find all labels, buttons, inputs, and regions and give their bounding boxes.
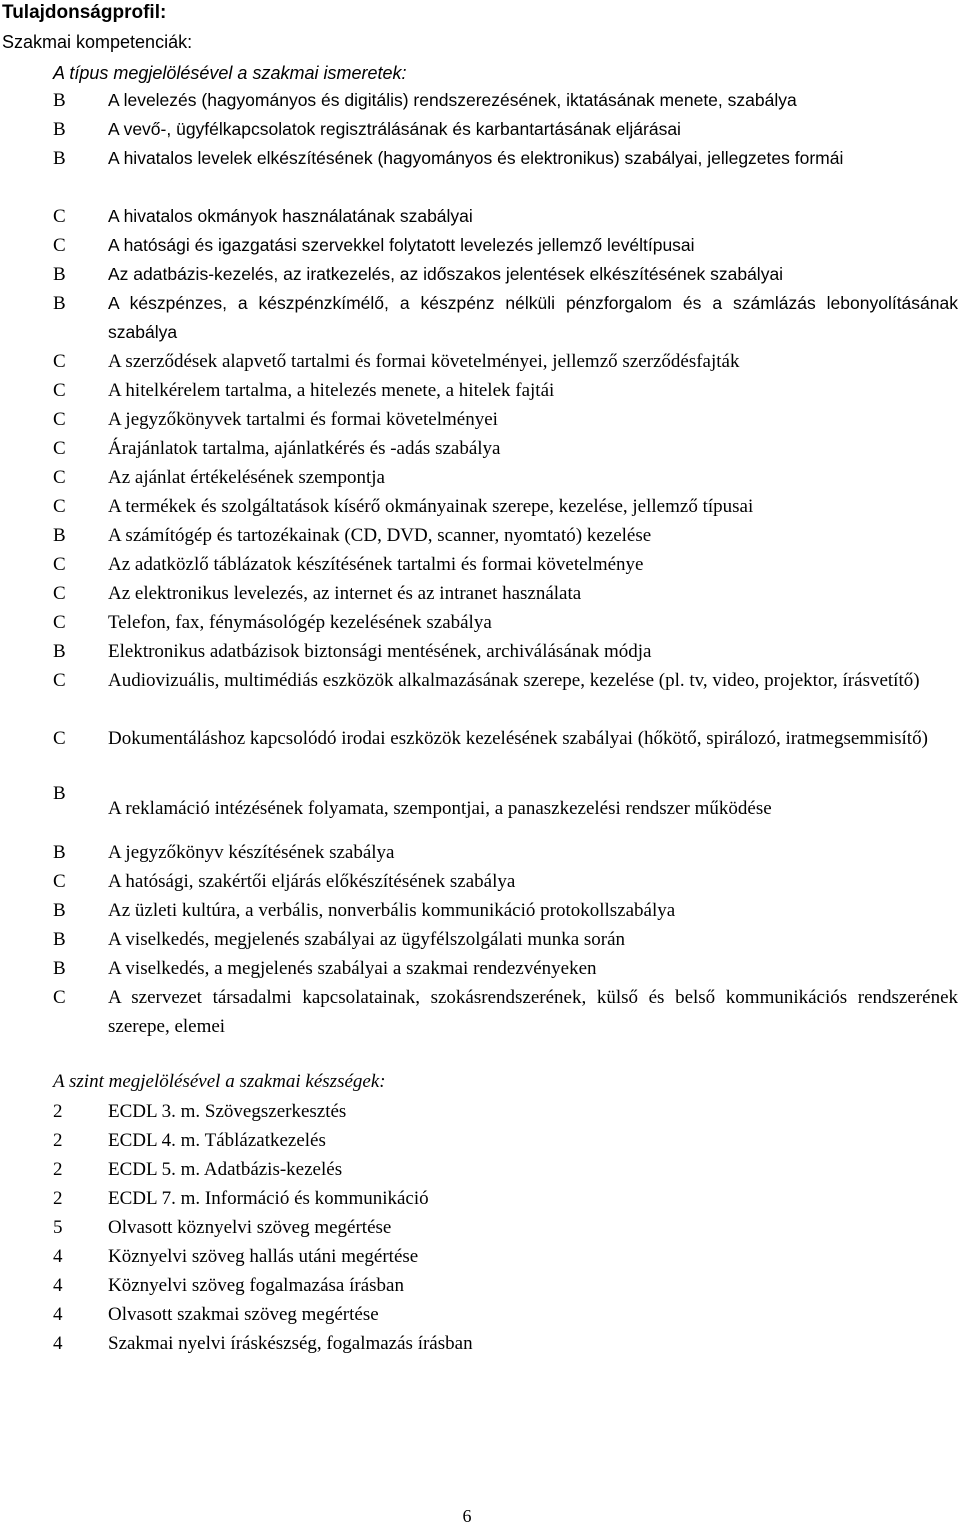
list-item-text: A számítógép és tartozékainak (CD, DVD, scanner, nyomtató) kezelése <box>108 525 652 546</box>
list-item-text: Köznyelvi szöveg fogalmazása írásban <box>108 1275 404 1296</box>
list-item-text: Olvasott szakmai szöveg megértése <box>108 1304 379 1325</box>
list-item-code: B <box>53 525 66 546</box>
page-number: 6 <box>462 1506 472 1526</box>
list-item-text: Az ajánlat értékelésének szempontja <box>108 467 385 488</box>
list-item-text: A viselkedés, a megjelenés szabályai a szakmai rendezvényeken <box>108 958 597 979</box>
list-item-text: Audiovizuális, multimédiás eszközök alkalmazásának szerepe, kezelése (pl. tv, video, projektor, írásvetítő) <box>108 670 920 691</box>
list-item-code: B <box>53 900 66 921</box>
list-item-code: B <box>53 641 66 662</box>
list-item-text: ECDL 5. m. Adatbázis-kezelés <box>108 1159 343 1180</box>
list-item-code: C <box>53 871 66 892</box>
list-item-text: A jegyzőkönyv készítésének szabálya <box>108 842 395 863</box>
list-item-code: C <box>53 554 66 575</box>
list-item-code: B <box>53 90 66 111</box>
list-item-text: A termékek és szolgáltatások kísérő okmányainak szerepe, kezelése, jellemző típusai <box>108 496 754 517</box>
list-item-code: C <box>53 583 66 604</box>
list-item-code: 4 <box>53 1275 63 1296</box>
list-item-text: ECDL 4. m. Táblázatkezelés <box>108 1130 326 1151</box>
list-item-code: C <box>53 409 66 430</box>
list-item-code: 2 <box>53 1130 63 1151</box>
list-item-code: 2 <box>53 1188 63 1209</box>
list-item-code: B <box>53 264 66 285</box>
section1-heading: A típus megjelölésével a szakmai ismeretek: <box>53 63 407 83</box>
list-item-code: B <box>53 958 66 979</box>
list-item-text: Árajánlatok tartalma, ajánlatkérés és -adás szabálya <box>108 438 501 459</box>
list-item-text: A levelezés (hagyományos és digitális) rendszerezésének, iktatásának menete, szabálya <box>108 90 797 110</box>
list-item-code: 5 <box>53 1217 63 1238</box>
list-item-text: ECDL 3. m. Szövegszerkesztés <box>108 1101 347 1122</box>
list-item-code: C <box>53 612 66 633</box>
list-item-text: Elektronikus adatbázisok biztonsági mentésének, archiválásának módja <box>108 641 652 662</box>
list-item-code: 2 <box>53 1159 63 1180</box>
list-item-code: C <box>53 235 66 256</box>
list-item-text: Az üzleti kultúra, a verbális, nonverbális kommunikáció protokollszabálya <box>108 900 676 921</box>
list-item-code: C <box>53 670 66 691</box>
list-item-code: C <box>53 467 66 488</box>
list-item-text: A hivatalos okmányok használatának szabályai <box>108 206 473 226</box>
list-item-code: B <box>53 783 66 804</box>
list-item-code: 2 <box>53 1101 63 1122</box>
list-item-code: 4 <box>53 1246 63 1267</box>
list-item-text: A hitelkérelem tartalma, a hitelezés menete, a hitelek fajtái <box>108 380 555 401</box>
list-item-text: A reklamáció intézésének folyamata, szempontjai, a panaszkezelési rendszer működése <box>108 798 772 819</box>
list-item-text: Dokumentáláshoz kapcsolódó irodai eszközök kezelésének szabályai (hőkötő, spirálozó, iratmegsemmisítő) <box>108 728 928 749</box>
list-item-text: ECDL 7. m. Információ és kommunikáció <box>108 1188 429 1209</box>
page-title: Tulajdonságprofil: <box>2 2 167 23</box>
list-item-code: B <box>53 119 66 140</box>
list-item-text: A szerződések alapvető tartalmi és formai követelményei, jellemző szerződésfajták <box>108 351 740 372</box>
list-item-text: Az adatbázis-kezelés, az iratkezelés, az időszakos jelentések elkészítésének szabályai <box>108 264 784 284</box>
list-item-code: C <box>53 496 66 517</box>
list-item-text: Olvasott köznyelvi szöveg megértése <box>108 1217 392 1238</box>
list-item-text: Szakmai nyelvi íráskészség, fogalmazás írásban <box>108 1333 473 1354</box>
list-item-code: C <box>53 438 66 459</box>
list-item-code: B <box>53 148 66 169</box>
list-item-text: Köznyelvi szöveg hallás utáni megértése <box>108 1246 419 1267</box>
list-item-code: C <box>53 206 66 227</box>
list-item-text: A viselkedés, megjelenés szabályai az ügyfélszolgálati munka során <box>108 929 626 950</box>
list-item-code: C <box>53 380 66 401</box>
list-item-code: 4 <box>53 1304 63 1325</box>
list-item-code: C <box>53 728 66 749</box>
list-item-text: Telefon, fax, fénymásológép kezelésének szabálya <box>108 612 492 633</box>
list-item-code: B <box>53 929 66 950</box>
list-item-text: A hatósági és igazgatási szervekkel folytatott levelezés jellemző levéltípusai <box>108 235 695 255</box>
list-item-text: A készpénzes, a készpénzkímélő, a készpénz nélküli pénzforgalom és a számlázás lebonyolításának szabálya <box>108 293 958 342</box>
list-item-code: C <box>53 351 66 372</box>
list-item-text: Az adatközlő táblázatok készítésének tartalmi és formai követelménye <box>108 554 644 575</box>
list-item-text: Az elektronikus levelezés, az internet és az intranet használata <box>108 583 582 604</box>
list-item-text: A szervezet társadalmi kapcsolatainak, szokásrendszerének, külső és belső kommunikációs rendszerének szerepe, elemei <box>108 987 958 1037</box>
list-item-code: 4 <box>53 1333 63 1354</box>
section2-heading: A szint megjelölésével a szakmai készségek: <box>53 1071 386 1092</box>
section-subtitle: Szakmai kompetenciák: <box>2 32 193 52</box>
list-item-text: A vevő-, ügyfélkapcsolatok regisztrálásának és karbantartásának eljárásai <box>108 119 681 139</box>
list-item-code: B <box>53 842 66 863</box>
list-item-text: A jegyzőkönyvek tartalmi és formai követelményei <box>108 409 498 430</box>
list-item-text: A hivatalos levelek elkészítésének (hagyományos és elektronikus) szabályai, jellegzetes formái <box>108 148 844 168</box>
list-item-code: C <box>53 987 66 1008</box>
list-item-code: B <box>53 293 66 314</box>
list-item-text: A hatósági, szakértői eljárás előkészítésének szabálya <box>108 871 516 892</box>
